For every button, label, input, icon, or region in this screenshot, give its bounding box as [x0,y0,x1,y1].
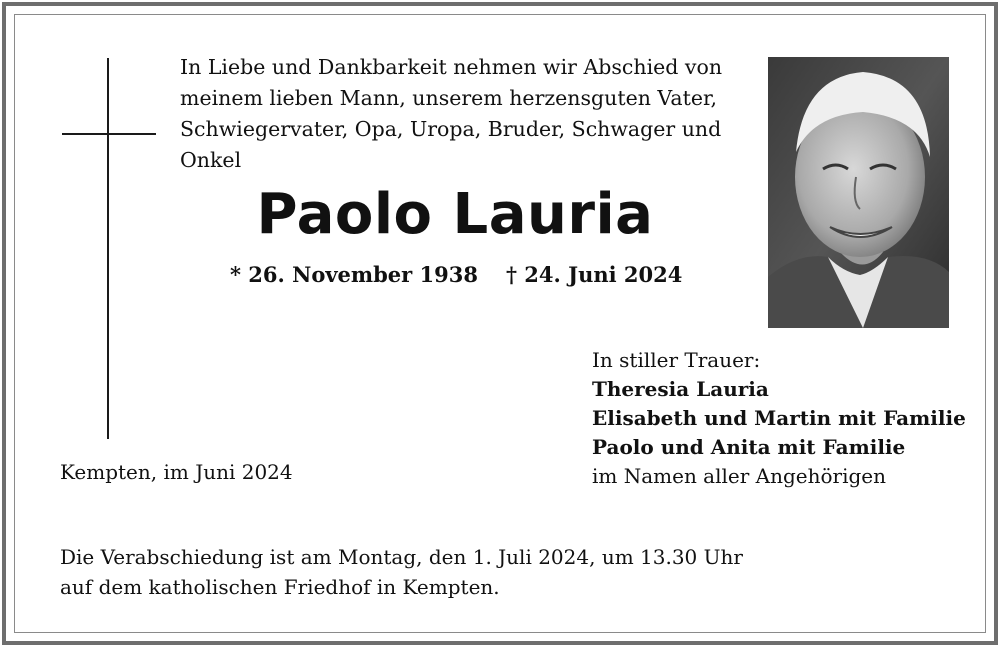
intro-line: meinem lieben Mann, unserem herzensguten Vater, [180,86,718,110]
portrait-photo [768,57,949,328]
ceremony-info [60,542,820,602]
mourners-block [592,346,972,491]
intro-line: In Liebe und Dankbarkeit nehmen wir Abschied von [180,55,723,79]
ceremony-line: auf dem katholischen Friedhof in Kempten. [60,575,500,599]
ceremony-line: Die Verabschiedung ist am Montag, den 1. Juli 2024, um 13.30 Uhr [60,545,743,569]
place-and-date: Kempten, im Juni 2024 [60,460,293,484]
mourning-closing: im Namen aller Angehörigen [592,464,887,488]
birth-date: * 26. November 1938 [230,262,478,287]
death-date: † 24. Juni 2024 [506,262,683,287]
portrait-photo-icon [768,57,949,328]
cross-vertical-bar [107,58,109,439]
cross-horizontal-bar [62,133,156,135]
mourner-name: Elisabeth und Martin mit Familie [592,406,966,430]
mourning-heading: In stiller Trauer: [592,348,761,372]
intro-line: Onkel [180,148,242,172]
intro-line: Schwiegervater, Opa, Uropa, Bruder, Schwager und [180,117,722,141]
mourner-name: Paolo und Anita mit Familie [592,435,906,459]
deceased-name: Paolo Lauria [256,182,654,247]
mourner-name: Theresia Lauria [592,377,769,401]
intro-text [180,52,740,176]
